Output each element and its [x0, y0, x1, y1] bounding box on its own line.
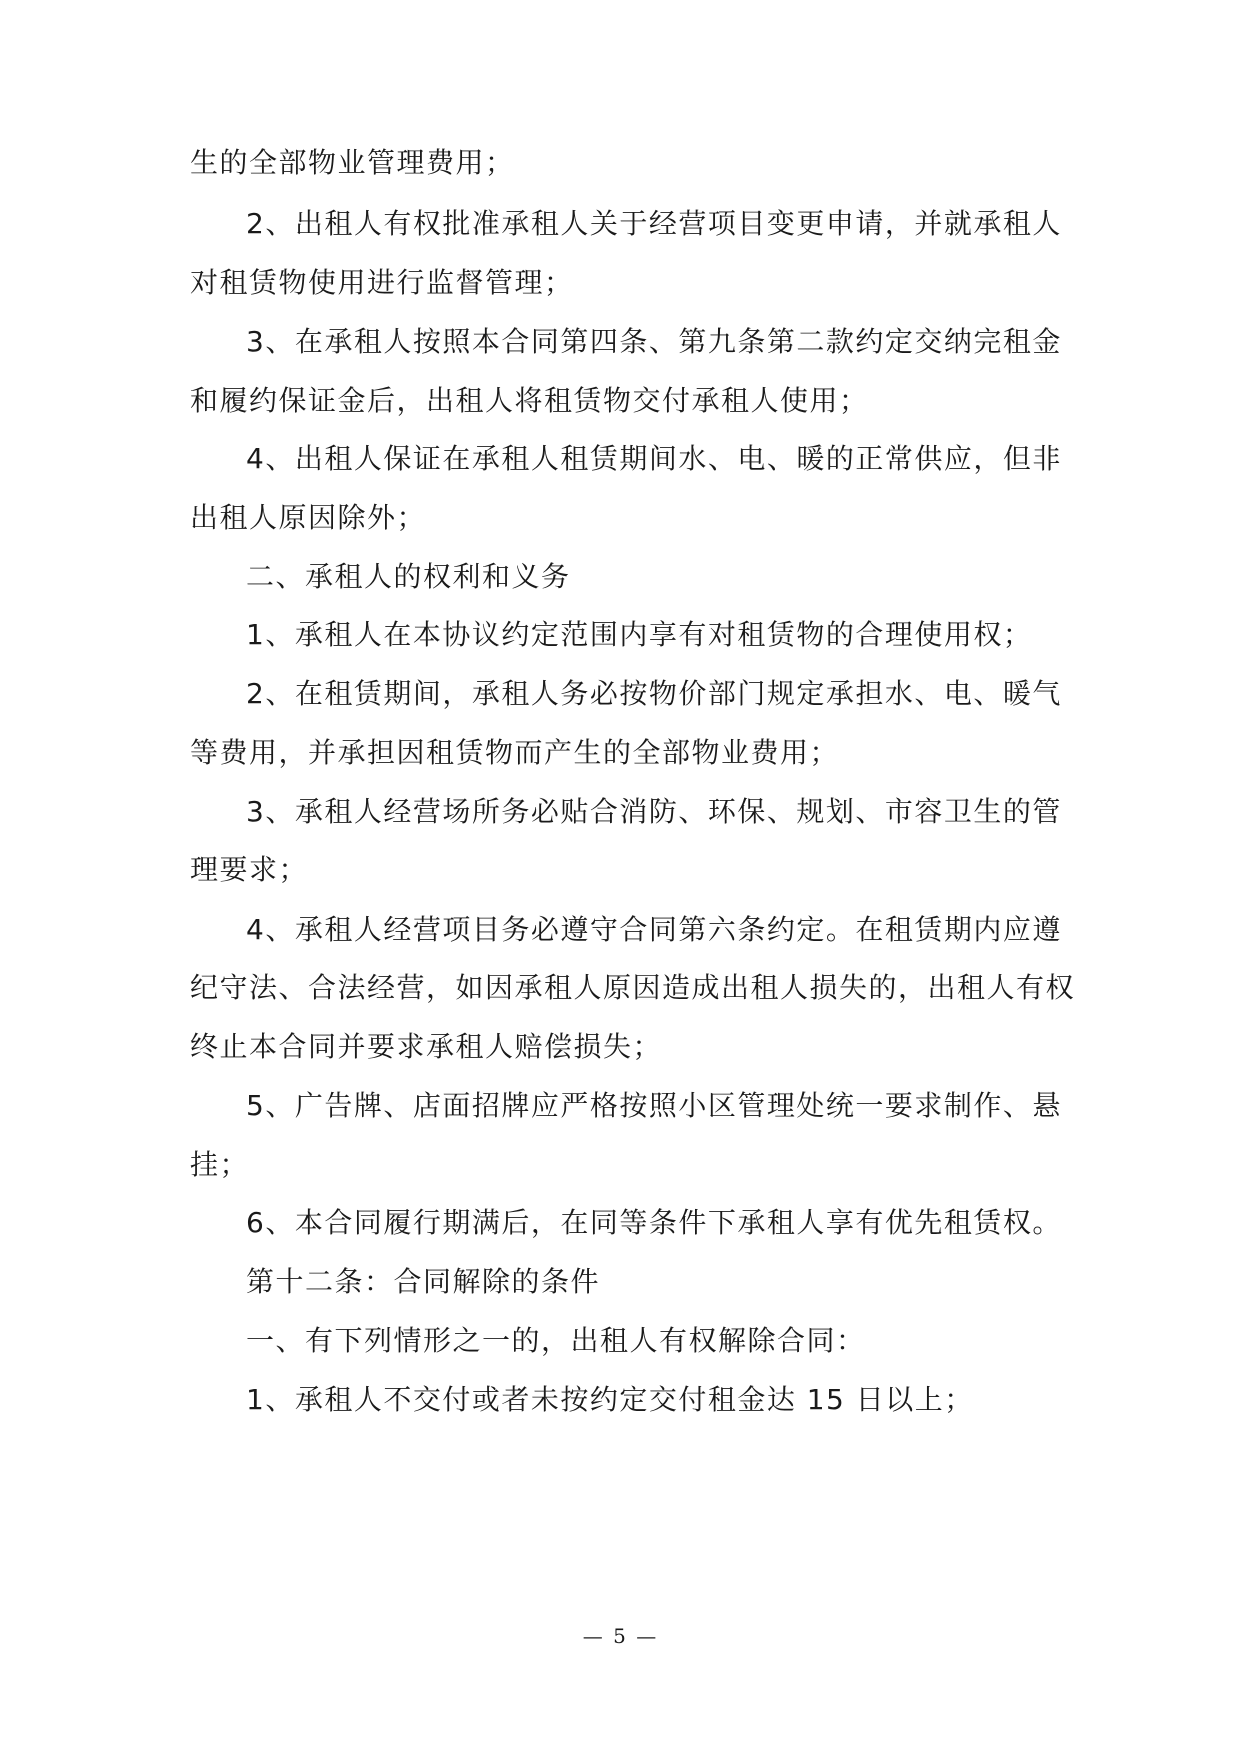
text-line: 对租赁物使用进行监督管理； [190, 266, 574, 299]
text-line: 2、在租赁期间，承租人务必按物价部门规定承担水、电、暖气 [246, 677, 1062, 710]
page-number: — 5 — [582, 1624, 659, 1648]
text-line: 3、在承租人按照本合同第四条、第九条第二款约定交纳完租金 [246, 325, 1062, 358]
text-line: 3、承租人经营场所务必贴合消防、环保、规划、市容卫生的管 [246, 795, 1062, 828]
section-heading: 二、承租人的权利和义务 [246, 560, 571, 593]
text-line: 挂； [190, 1148, 250, 1181]
text-line: 纪守法、合法经营，如因承租人原因造成出租人损失的，出租人有权 [190, 971, 1076, 1004]
text-line: 5、广告牌、店面招牌应严格按照小区管理处统一要求制作、悬 [246, 1089, 1062, 1122]
text-line: 等费用，并承担因租赁物而产生的全部物业费用； [190, 736, 840, 769]
text-line: 1、承租人不交付或者未按约定交付租金达 15 日以上； [246, 1383, 974, 1416]
text-line: 理要求； [190, 853, 309, 886]
text-line: 一、有下列情形之一的，出租人有权解除合同： [246, 1324, 866, 1357]
text-line: 出租人原因除外； [190, 501, 427, 534]
text-line: 终止本合同并要求承租人赔偿损失； [190, 1030, 663, 1063]
text-line: 6、本合同履行期满后，在同等条件下承租人享有优先租赁权。 [246, 1206, 1062, 1239]
text-line: 4、出租人保证在承租人租赁期间水、电、暖的正常供应，但非 [246, 442, 1062, 475]
text-line: 生的全部物业管理费用； [190, 146, 515, 179]
text-line: 4、承租人经营项目务必遵守合同第六条约定。在租赁期内应遵 [246, 913, 1062, 946]
text-line: 2、出租人有权批准承租人关于经营项目变更申请，并就承租人 [246, 207, 1062, 240]
text-line: 1、承租人在本协议约定范围内享有对租赁物的合理使用权； [246, 618, 1033, 651]
article-heading: 第十二条：合同解除的条件 [246, 1265, 601, 1298]
text-line: 和履约保证金后，出租人将租赁物交付承租人使用； [190, 384, 869, 417]
